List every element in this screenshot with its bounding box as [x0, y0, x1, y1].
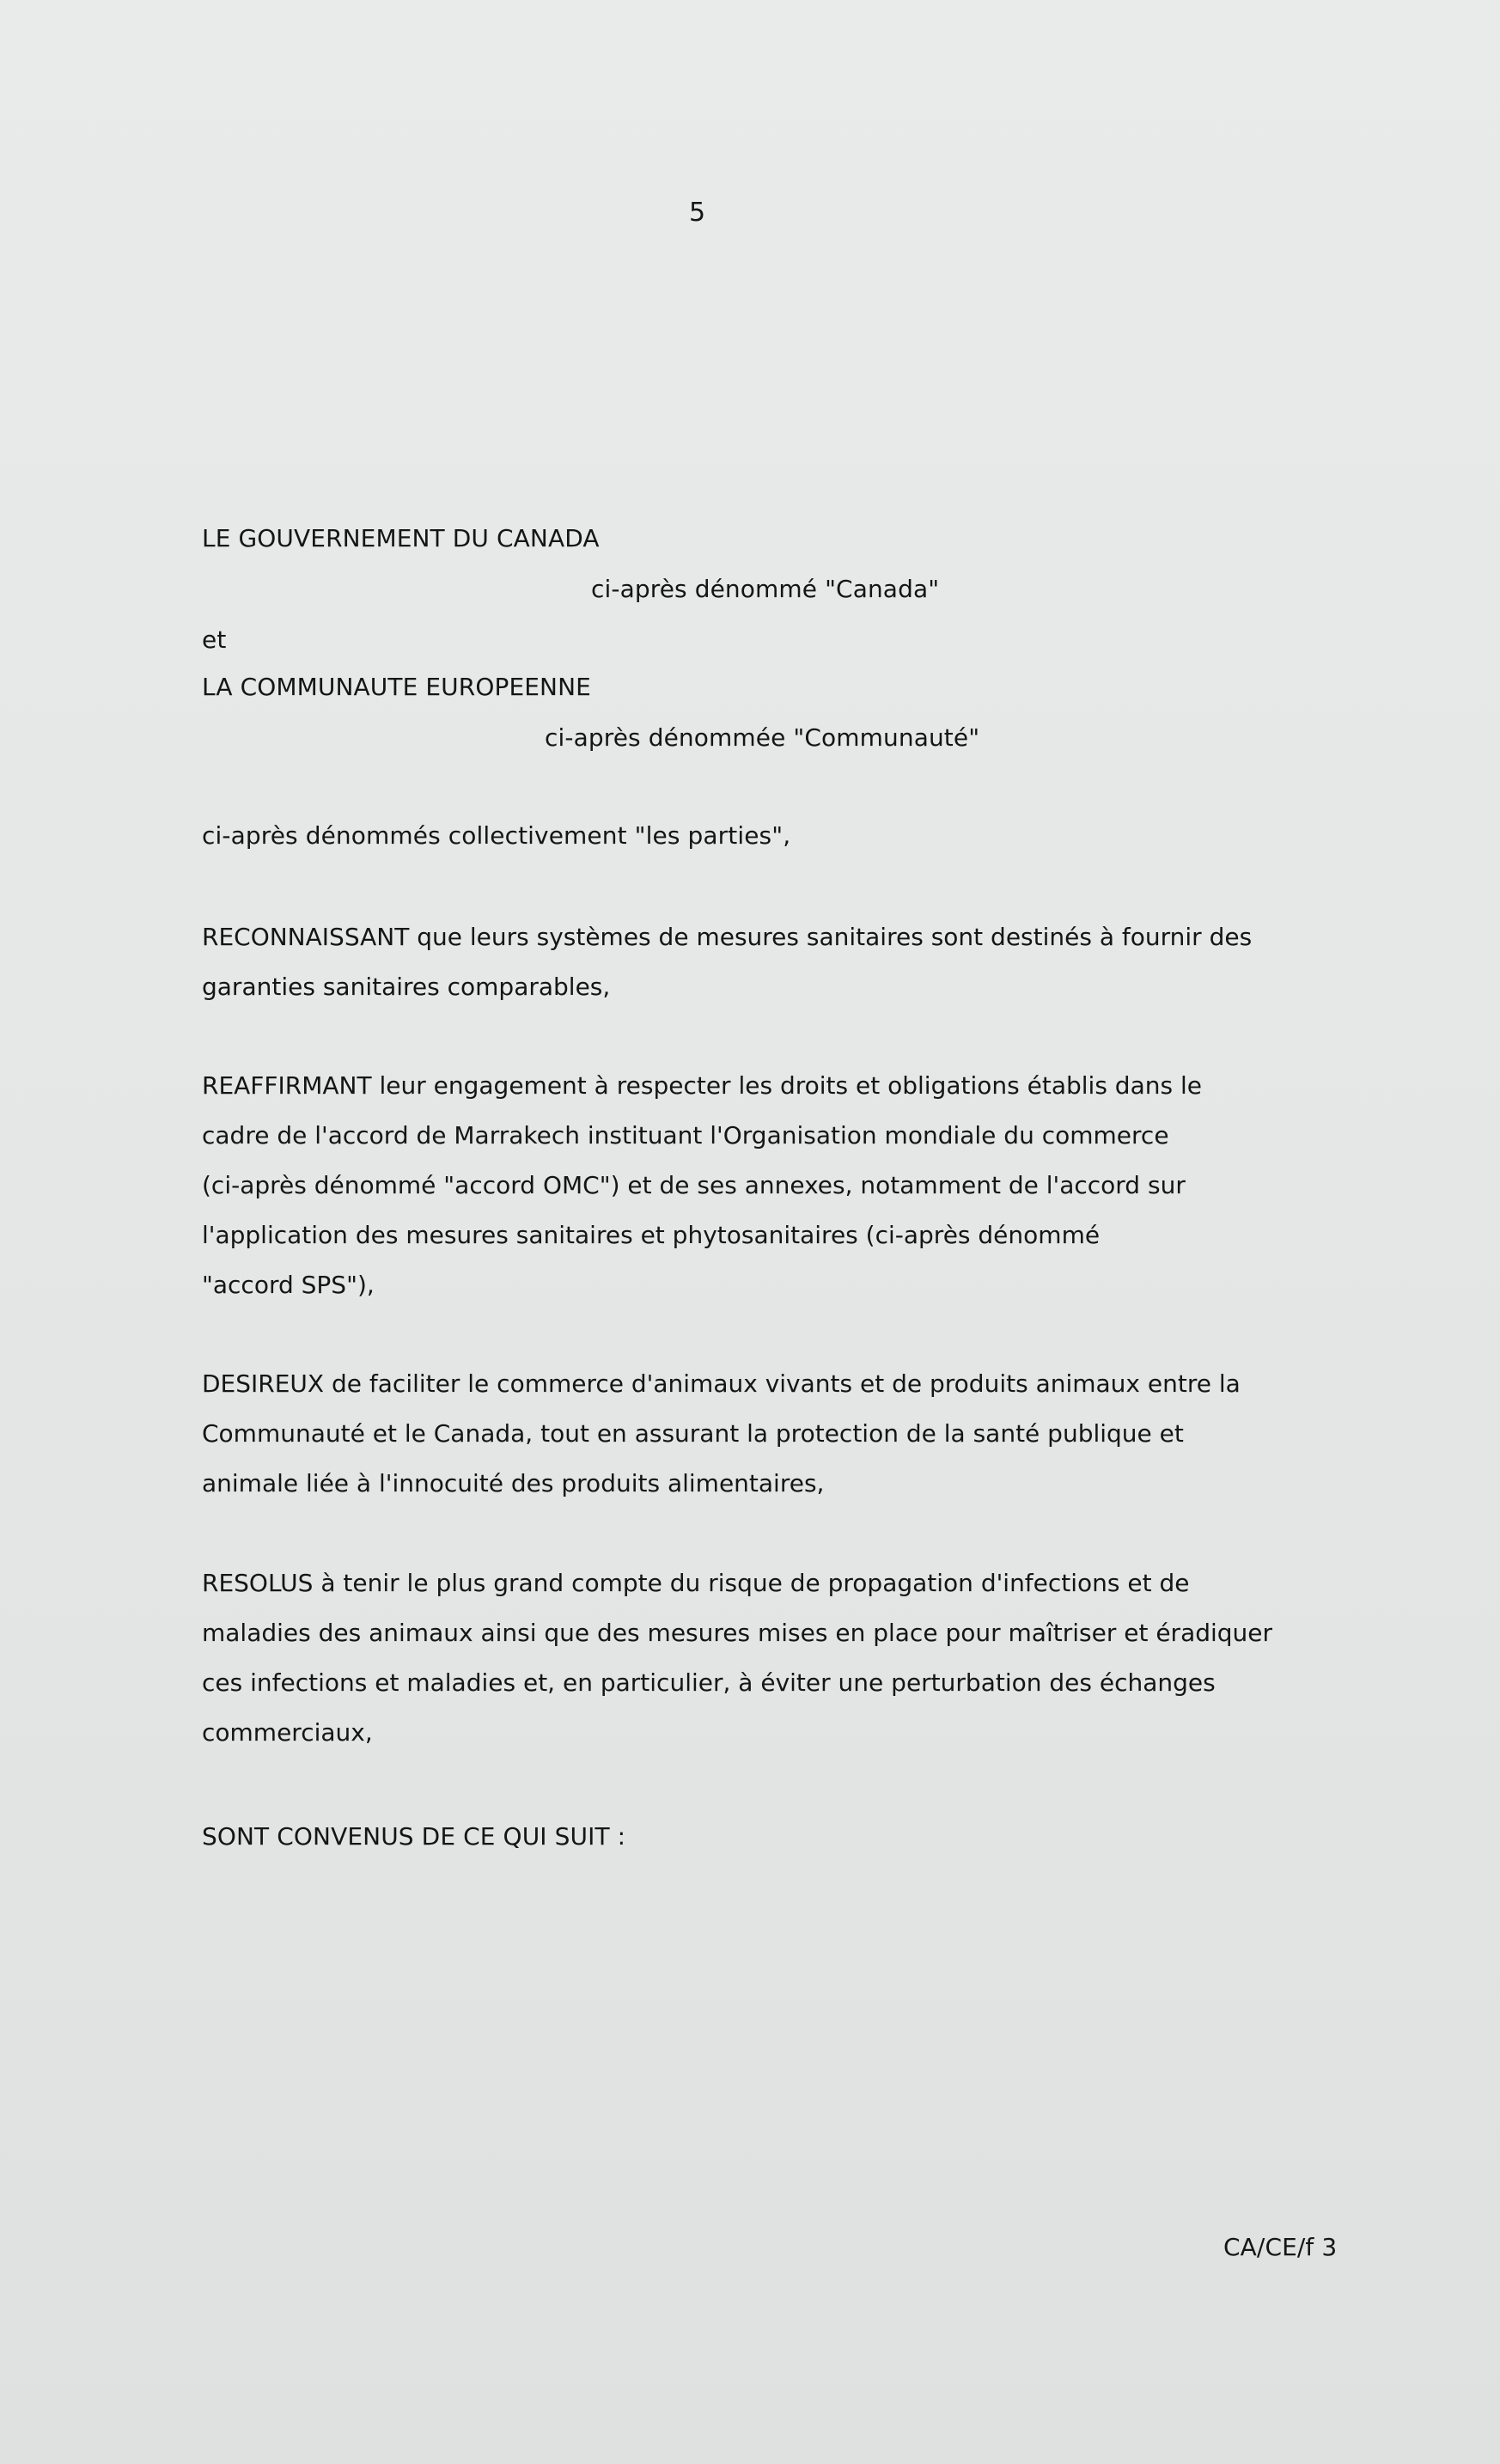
recital-line: (ci-après dénommé "accord OMC") et de ses annexes, notamment de l'accord sur	[202, 1171, 1186, 1199]
recital-line: ces infections et maladies et, en particulier, à éviter une perturbation des échanges	[202, 1668, 1216, 1697]
party1-name: LE GOUVERNEMENT DU CANADA	[202, 524, 600, 552]
recital-reaffirmant	[202, 1061, 1202, 1310]
recital-line: RESOLUS à tenir le plus grand compte du risque de propagation d'infections et de	[202, 1569, 1190, 1597]
recital-line: RECONNAISSANT que leurs systèmes de mesures sanitaires sont destinés à fournir des	[202, 923, 1253, 951]
recital-line: REAFFIRMANT leur engagement à respecter les droits et obligations établis dans le	[202, 1071, 1202, 1100]
recital-line: garanties sanitaires comparables,	[202, 973, 611, 1001]
recital-line: commerciaux,	[202, 1718, 373, 1747]
recital-line: cadre de l'accord de Marrakech instituant l'Organisation mondiale du commerce	[202, 1121, 1169, 1150]
agreement-clause: SONT CONVENUS DE CE QUI SUIT :	[202, 1822, 626, 1851]
recital-reconnaissant	[202, 912, 1252, 1012]
recital-line: "accord SPS"),	[202, 1271, 375, 1299]
collective-alias: ci-après dénommés collectivement "les parties",	[202, 821, 791, 850]
document-reference: CA/CE/f 3	[1223, 2233, 1338, 2261]
recital-line: l'application des mesures sanitaires et phytosanitaires (ci-après dénommé	[202, 1221, 1101, 1249]
recital-line: Communauté et le Canada, tout en assurant la protection de la santé publique et	[202, 1419, 1184, 1448]
recital-line: DESIREUX de faciliter le commerce d'animaux vivants et de produits animaux entre la	[202, 1369, 1241, 1398]
party2-alias: ci-après dénommée "Communauté"	[545, 723, 980, 752]
recital-line: maladies des animaux ainsi que des mesures mises en place pour maîtriser et éradiquer	[202, 1619, 1273, 1647]
party2-name: LA COMMUNAUTE EUROPEENNE	[202, 673, 591, 701]
recital-resolus	[202, 1558, 1272, 1758]
party1-alias: ci-après dénommé "Canada"	[591, 575, 940, 603]
recital-desireux	[202, 1359, 1241, 1509]
page-number: 5	[689, 198, 706, 228]
recital-line: animale liée à l'innocuité des produits alimentaires,	[202, 1469, 825, 1497]
conjunction: et	[202, 625, 227, 654]
